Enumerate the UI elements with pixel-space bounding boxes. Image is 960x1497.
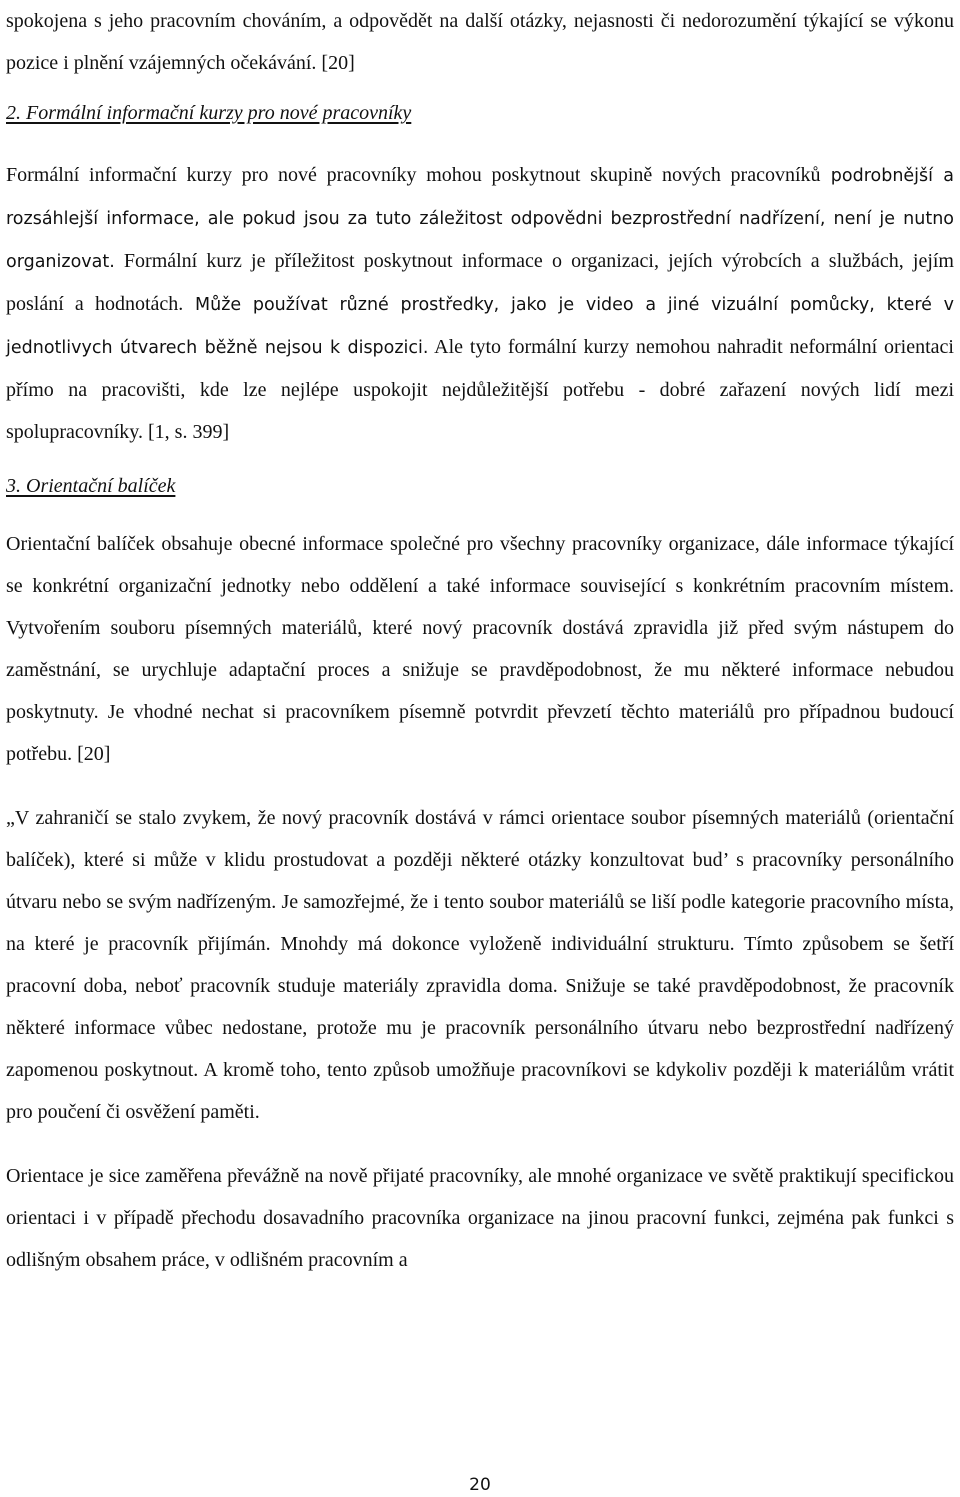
paragraph-intro-continuation: spokojena s jeho pracovním chováním, a odpovědět na další otázky, nejasnosti či nedorozumění týkající se výkonu pozice i plnění vzájemných očekávání. [20] xyxy=(6,10,954,74)
section-heading-formal-courses: 2. Formální informační kurzy pro nové pracovníky xyxy=(6,102,412,124)
sentence: Ale tyto formální kurzy nemohou nahradit neformální orientaci přímo na pracovišti, kde lze nejlépe uspokojit nejdůležitější potřebu - dobré zařazení nových lidí mezi spolupracovníky. [1, s. 399] xyxy=(6,336,954,443)
sentence: Snižuje se také pravděpodobnost, že pracovník některé informace vůbec nedostane, protože mu je pracovník personálního útvaru nebo bezprostřední nadřízený zapomenou poskytnout. xyxy=(6,975,954,1081)
sentence: Formální informační kurzy pro nové pracovníky mohou poskytnout skupině nových pracovníků xyxy=(6,164,821,186)
sentence: Formální kurz je příležitost poskytnout informace o organizaci, jejích výrobcích a službách, jejím poslání a hodnotách. xyxy=(6,250,954,315)
sentence: Je vhodné nechat si pracovníkem písemně potvrdit převzetí těchto materiálů pro případnou budoucí potřebu. [20] xyxy=(6,701,954,765)
paragraph-orientation-package xyxy=(6,523,954,775)
sentence: Tímto způsobem se šetří pracovní doba, neboť pracovník studuje materiály zpravidla doma. xyxy=(6,933,955,997)
sentence: Je samozřejmé, že i tento soubor materiálů se liší podle kategorie pracovního místa, na které je pracovník přijímán. xyxy=(6,891,955,955)
sentence: „V zahraničí se stalo zvykem, že nový pracovník dostává v rámci orientace soubor písemných materiálů (orientační balíček), které si může v klidu prostudovat a později některé otázky konzultovat bud’ s pracovníky personálního útvaru nebo se svým nadřízeným. xyxy=(6,807,954,913)
paragraph-closing: Orientace je sice zaměřena převážně na nově přijaté pracovníky, ale mnohé organizace ve světě praktikují specifickou orientaci i v případě přechodu dosavadního pracovníka organizace na jinou pracovní funkci, zejména pak funkci s odlišným obsahem práce, v odlišném pracovním a xyxy=(6,1165,954,1271)
section-heading-orientation-package: 3. Orientační balíček xyxy=(6,475,176,497)
sentence: Orientační balíček obsahuje obecné informace společné pro všechny pracovníky organizace, dále informace týkající se konkrétní organizační jednotky nebo oddělení a také informace související s konkrétním pracovním místem. xyxy=(6,533,954,597)
paragraph-quote xyxy=(6,797,954,1133)
sentence: A kromě toho, tento způsob umožňuje pracovníkovi se kdykoliv později k materiálům vrátit pro poučení či osvěžení paměti. xyxy=(6,1059,954,1123)
paragraph-formal-courses xyxy=(6,154,954,453)
document-page xyxy=(6,0,954,1281)
sentence: Mnohdy má dokonce vyloženě individuální strukturu. xyxy=(270,933,735,955)
sentence: podrobnější a rozsáhlejší informace, ale pokud jsou za tuto záležitost odpovědni bezprostřední nadřízení, není je nutno organizovat. xyxy=(6,166,954,272)
sentence: Vytvořením souboru písemných materiálů, které nový pracovník dostává zpravidla již před svým nástupem do zaměstnání, se urychluje adaptační proces a snižuje se pravděpodobnost, že mu některé informace nebudou poskytnuty. xyxy=(6,617,954,723)
sentence: Může používat různé prostředky, jako je video a jiné vizuální pomůcky, které v jednotlivych útvarech běžně nejsou k dispozici. xyxy=(6,295,954,358)
page-number: 20 xyxy=(469,1475,491,1495)
